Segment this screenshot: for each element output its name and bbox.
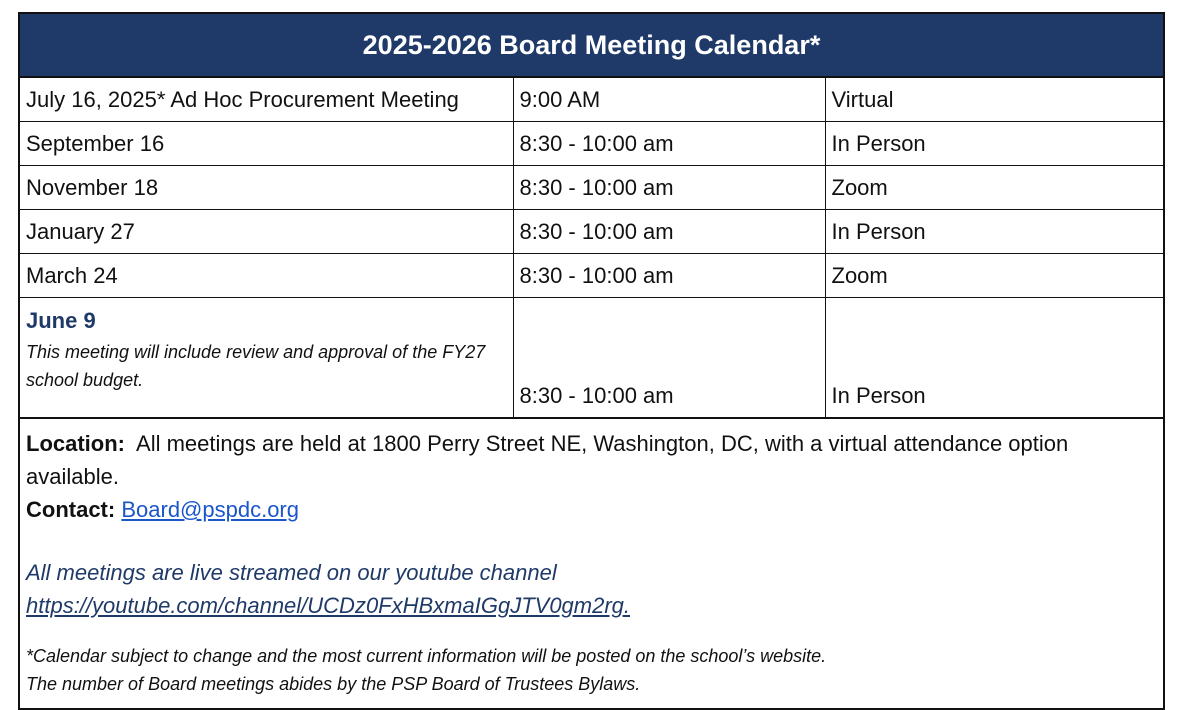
meeting-date: March 24 — [20, 254, 513, 298]
contact-line — [26, 493, 1157, 526]
meeting-mode: In Person — [825, 210, 1163, 254]
footnotes — [26, 642, 1157, 698]
meeting-calendar — [18, 12, 1165, 710]
meeting-time: 8:30 - 10:00 am — [513, 122, 825, 166]
meeting-time: 9:00 AM — [513, 78, 825, 122]
meeting-mode: In Person — [825, 298, 1163, 418]
calendar-title: 2025-2026 Board Meeting Calendar* — [20, 14, 1163, 78]
meeting-mode: Zoom — [825, 254, 1163, 298]
meeting-time: 8:30 - 10:00 am — [513, 210, 825, 254]
location-line — [26, 427, 1157, 493]
table-row — [20, 166, 1163, 210]
footnote-bylaws: The number of Board meetings abides by the PSP Board of Trustees Bylaws. — [26, 674, 641, 694]
meeting-time: 8:30 - 10:00 am — [513, 254, 825, 298]
table-row — [20, 210, 1163, 254]
meeting-mode: Virtual — [825, 78, 1163, 122]
meeting-date: September 16 — [20, 122, 513, 166]
location-label: Location: — [26, 431, 125, 456]
contact-label: Contact: — [26, 497, 116, 522]
contact-email-link[interactable]: Board@pspdc.org — [121, 497, 299, 522]
meeting-time: 8:30 - 10:00 am — [513, 166, 825, 210]
june-cell — [20, 298, 513, 418]
meeting-note: This meeting will include review and approval of the FY27 school budget. — [26, 342, 486, 390]
meeting-table — [20, 78, 1163, 418]
table-row-june — [20, 298, 1163, 418]
table-row — [20, 78, 1163, 122]
meeting-mode: In Person — [825, 122, 1163, 166]
info-section — [20, 418, 1163, 708]
stream-line — [26, 556, 1157, 622]
youtube-channel-link[interactable]: https://youtube.com/channel/UCDz0FxHBxmaIGgJTV0gm2rg. — [26, 593, 631, 618]
location-text: All meetings are held at 1800 Perry Street NE, Washington, DC, with a virtual attendance option available. — [26, 431, 1069, 489]
footnote-calendar: *Calendar subject to change and the most current information will be posted on the school’s website. — [26, 646, 827, 666]
meeting-mode: Zoom — [825, 166, 1163, 210]
table-row — [20, 254, 1163, 298]
meeting-time: 8:30 - 10:00 am — [513, 298, 825, 418]
meeting-date: November 18 — [20, 166, 513, 210]
meeting-date: June 9 — [26, 308, 96, 333]
meeting-date: July 16, 2025* Ad Hoc Procurement Meeting — [20, 78, 513, 122]
table-row — [20, 122, 1163, 166]
meeting-date: January 27 — [20, 210, 513, 254]
stream-text: All meetings are live streamed on our youtube channel — [26, 560, 557, 585]
